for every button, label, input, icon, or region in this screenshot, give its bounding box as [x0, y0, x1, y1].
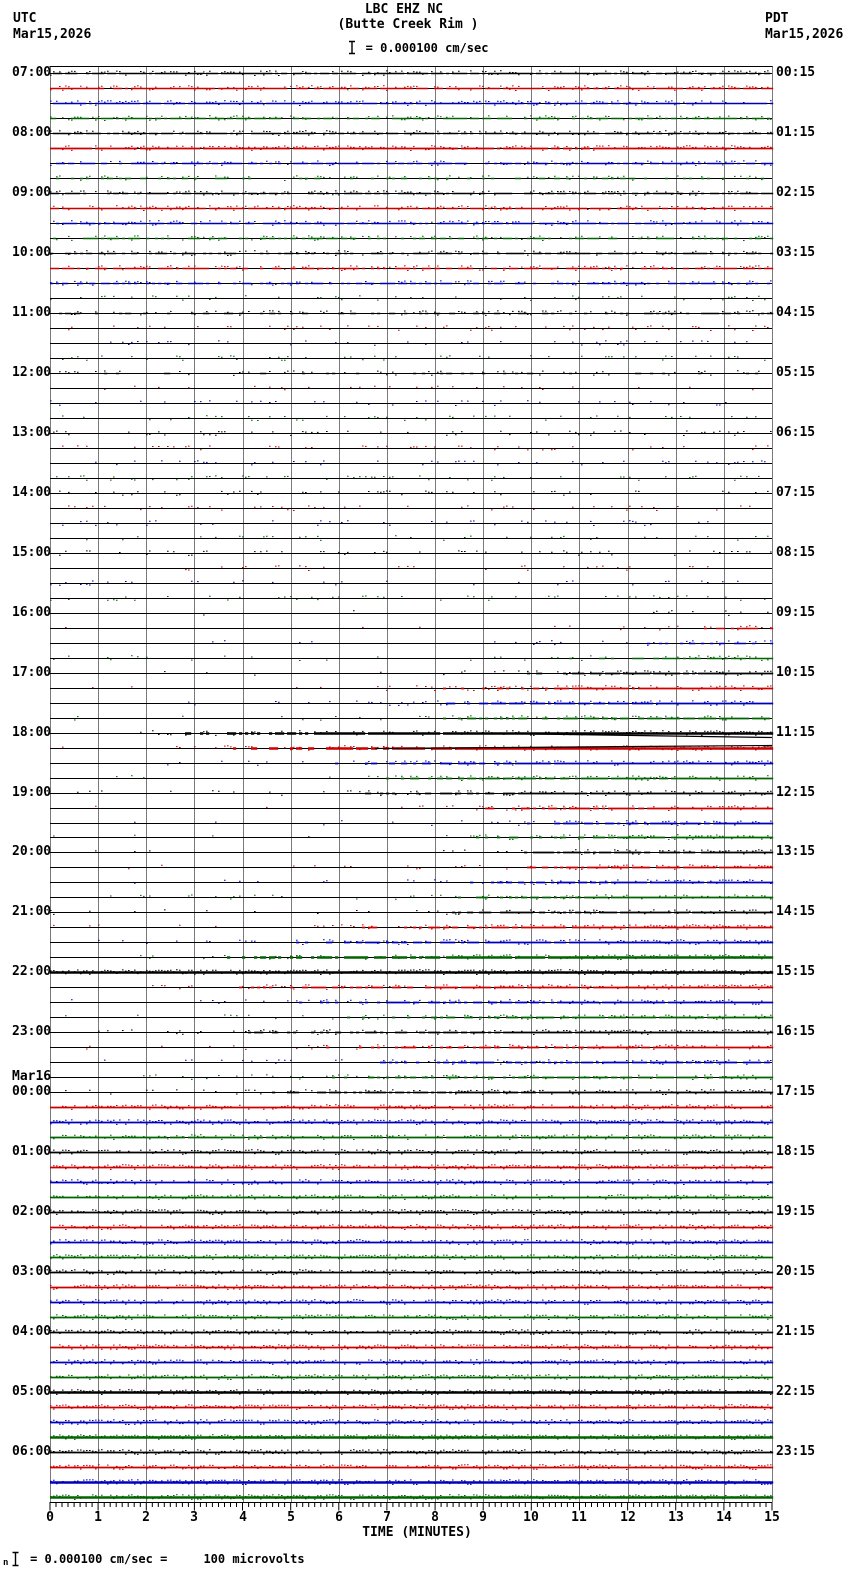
utc-hour-label: 01:00 [12, 1144, 52, 1159]
pdt-hour-label: 21:15 [776, 1324, 816, 1339]
pdt-hour-label: 00:15 [776, 65, 816, 80]
footer-prefix: n [3, 1558, 9, 1568]
utc-hour-label: 17:00 [12, 665, 52, 680]
pdt-hour-label: 11:15 [776, 725, 816, 740]
utc-hour-label: 12:00 [12, 365, 52, 380]
scale-label: = 0.000100 cm/sec [365, 41, 489, 55]
x-tick-label: 4 [239, 1510, 247, 1525]
x-axis-title: TIME (MINUTES) [362, 1525, 472, 1540]
utc-hour-label: 03:00 [12, 1264, 52, 1279]
pdt-hour-label: 08:15 [776, 545, 816, 560]
x-tick-label: 9 [479, 1510, 487, 1525]
pdt-hour-label: 19:15 [776, 1204, 816, 1219]
day-break-label: Mar16 [12, 1069, 52, 1084]
left-timezone-label: UTC [13, 11, 37, 26]
x-tick-label: 1 [94, 1510, 102, 1525]
utc-hour-label: 18:00 [12, 725, 52, 740]
pdt-hour-label: 06:15 [776, 425, 816, 440]
x-tick-label: 0 [46, 1510, 54, 1525]
pdt-hour-label: 14:15 [776, 904, 816, 919]
scale-ibeam-icon [348, 40, 356, 55]
utc-hour-label: 05:00 [12, 1384, 52, 1399]
utc-hour-label: 00:00 [12, 1084, 52, 1099]
pdt-hour-label: 10:15 [776, 665, 816, 680]
pdt-hour-label: 09:15 [776, 605, 816, 620]
footer-label: = 0.000100 cm/sec = 100 microvolts [30, 1552, 305, 1566]
utc-hour-label: 08:00 [12, 125, 52, 140]
pdt-hour-label: 20:15 [776, 1264, 816, 1279]
utc-hour-label: 15:00 [12, 545, 52, 560]
utc-hour-label: 11:00 [12, 305, 52, 320]
right-timezone-label: PDT [765, 11, 789, 26]
footer-ibeam-icon [11, 1551, 20, 1567]
pdt-hour-label: 23:15 [776, 1444, 816, 1459]
x-tick-label: 6 [335, 1510, 343, 1525]
pdt-hour-label: 22:15 [776, 1384, 816, 1399]
utc-hour-label: 06:00 [12, 1444, 52, 1459]
page-title: LBC EHZ NC [364, 2, 444, 17]
x-tick-label: 10 [523, 1510, 539, 1525]
pdt-hour-label: 07:15 [776, 485, 816, 500]
x-tick-label: 11 [571, 1510, 587, 1525]
pdt-hour-label: 12:15 [776, 785, 816, 800]
utc-hour-label: 16:00 [12, 605, 52, 620]
x-tick-label: 5 [287, 1510, 295, 1525]
utc-hour-label: 20:00 [12, 844, 52, 859]
utc-hour-label: 10:00 [12, 245, 52, 260]
utc-hour-label: 04:00 [12, 1324, 52, 1339]
utc-hour-label: 22:00 [12, 964, 52, 979]
x-tick-label: 12 [620, 1510, 636, 1525]
pdt-hour-label: 05:15 [776, 365, 816, 380]
x-tick-label: 15 [764, 1510, 780, 1525]
x-tick-label: 3 [190, 1510, 198, 1525]
pdt-hour-label: 04:15 [776, 305, 816, 320]
left-date-label: Mar15,2026 [13, 27, 92, 42]
x-tick-label: 13 [668, 1510, 684, 1525]
pdt-hour-label: 01:15 [776, 125, 816, 140]
utc-hour-label: 02:00 [12, 1204, 52, 1219]
footer-scale-note [3, 1548, 305, 1568]
pdt-hour-label: 16:15 [776, 1024, 816, 1039]
right-date-label: Mar15,2026 [765, 27, 844, 42]
x-tick-label: 14 [716, 1510, 732, 1525]
pdt-hour-label: 18:15 [776, 1144, 816, 1159]
pdt-hour-label: 13:15 [776, 844, 816, 859]
utc-hour-label: 07:00 [12, 65, 52, 80]
x-tick-label: 2 [142, 1510, 150, 1525]
scale-annotation [348, 37, 488, 56]
utc-hour-label: 14:00 [12, 485, 52, 500]
utc-hour-label: 19:00 [12, 785, 52, 800]
pdt-hour-label: 03:15 [776, 245, 816, 260]
station-subtitle: (Butte Creek Rim ) [337, 17, 479, 32]
pdt-hour-label: 17:15 [776, 1084, 816, 1099]
pdt-hour-label: 02:15 [776, 185, 816, 200]
utc-hour-label: 13:00 [12, 425, 52, 440]
x-tick-label: 7 [383, 1510, 391, 1525]
utc-hour-label: 21:00 [12, 904, 52, 919]
utc-hour-label: 23:00 [12, 1024, 52, 1039]
x-tick-label: 8 [431, 1510, 439, 1525]
pdt-hour-label: 15:15 [776, 964, 816, 979]
utc-hour-label: 09:00 [12, 185, 52, 200]
